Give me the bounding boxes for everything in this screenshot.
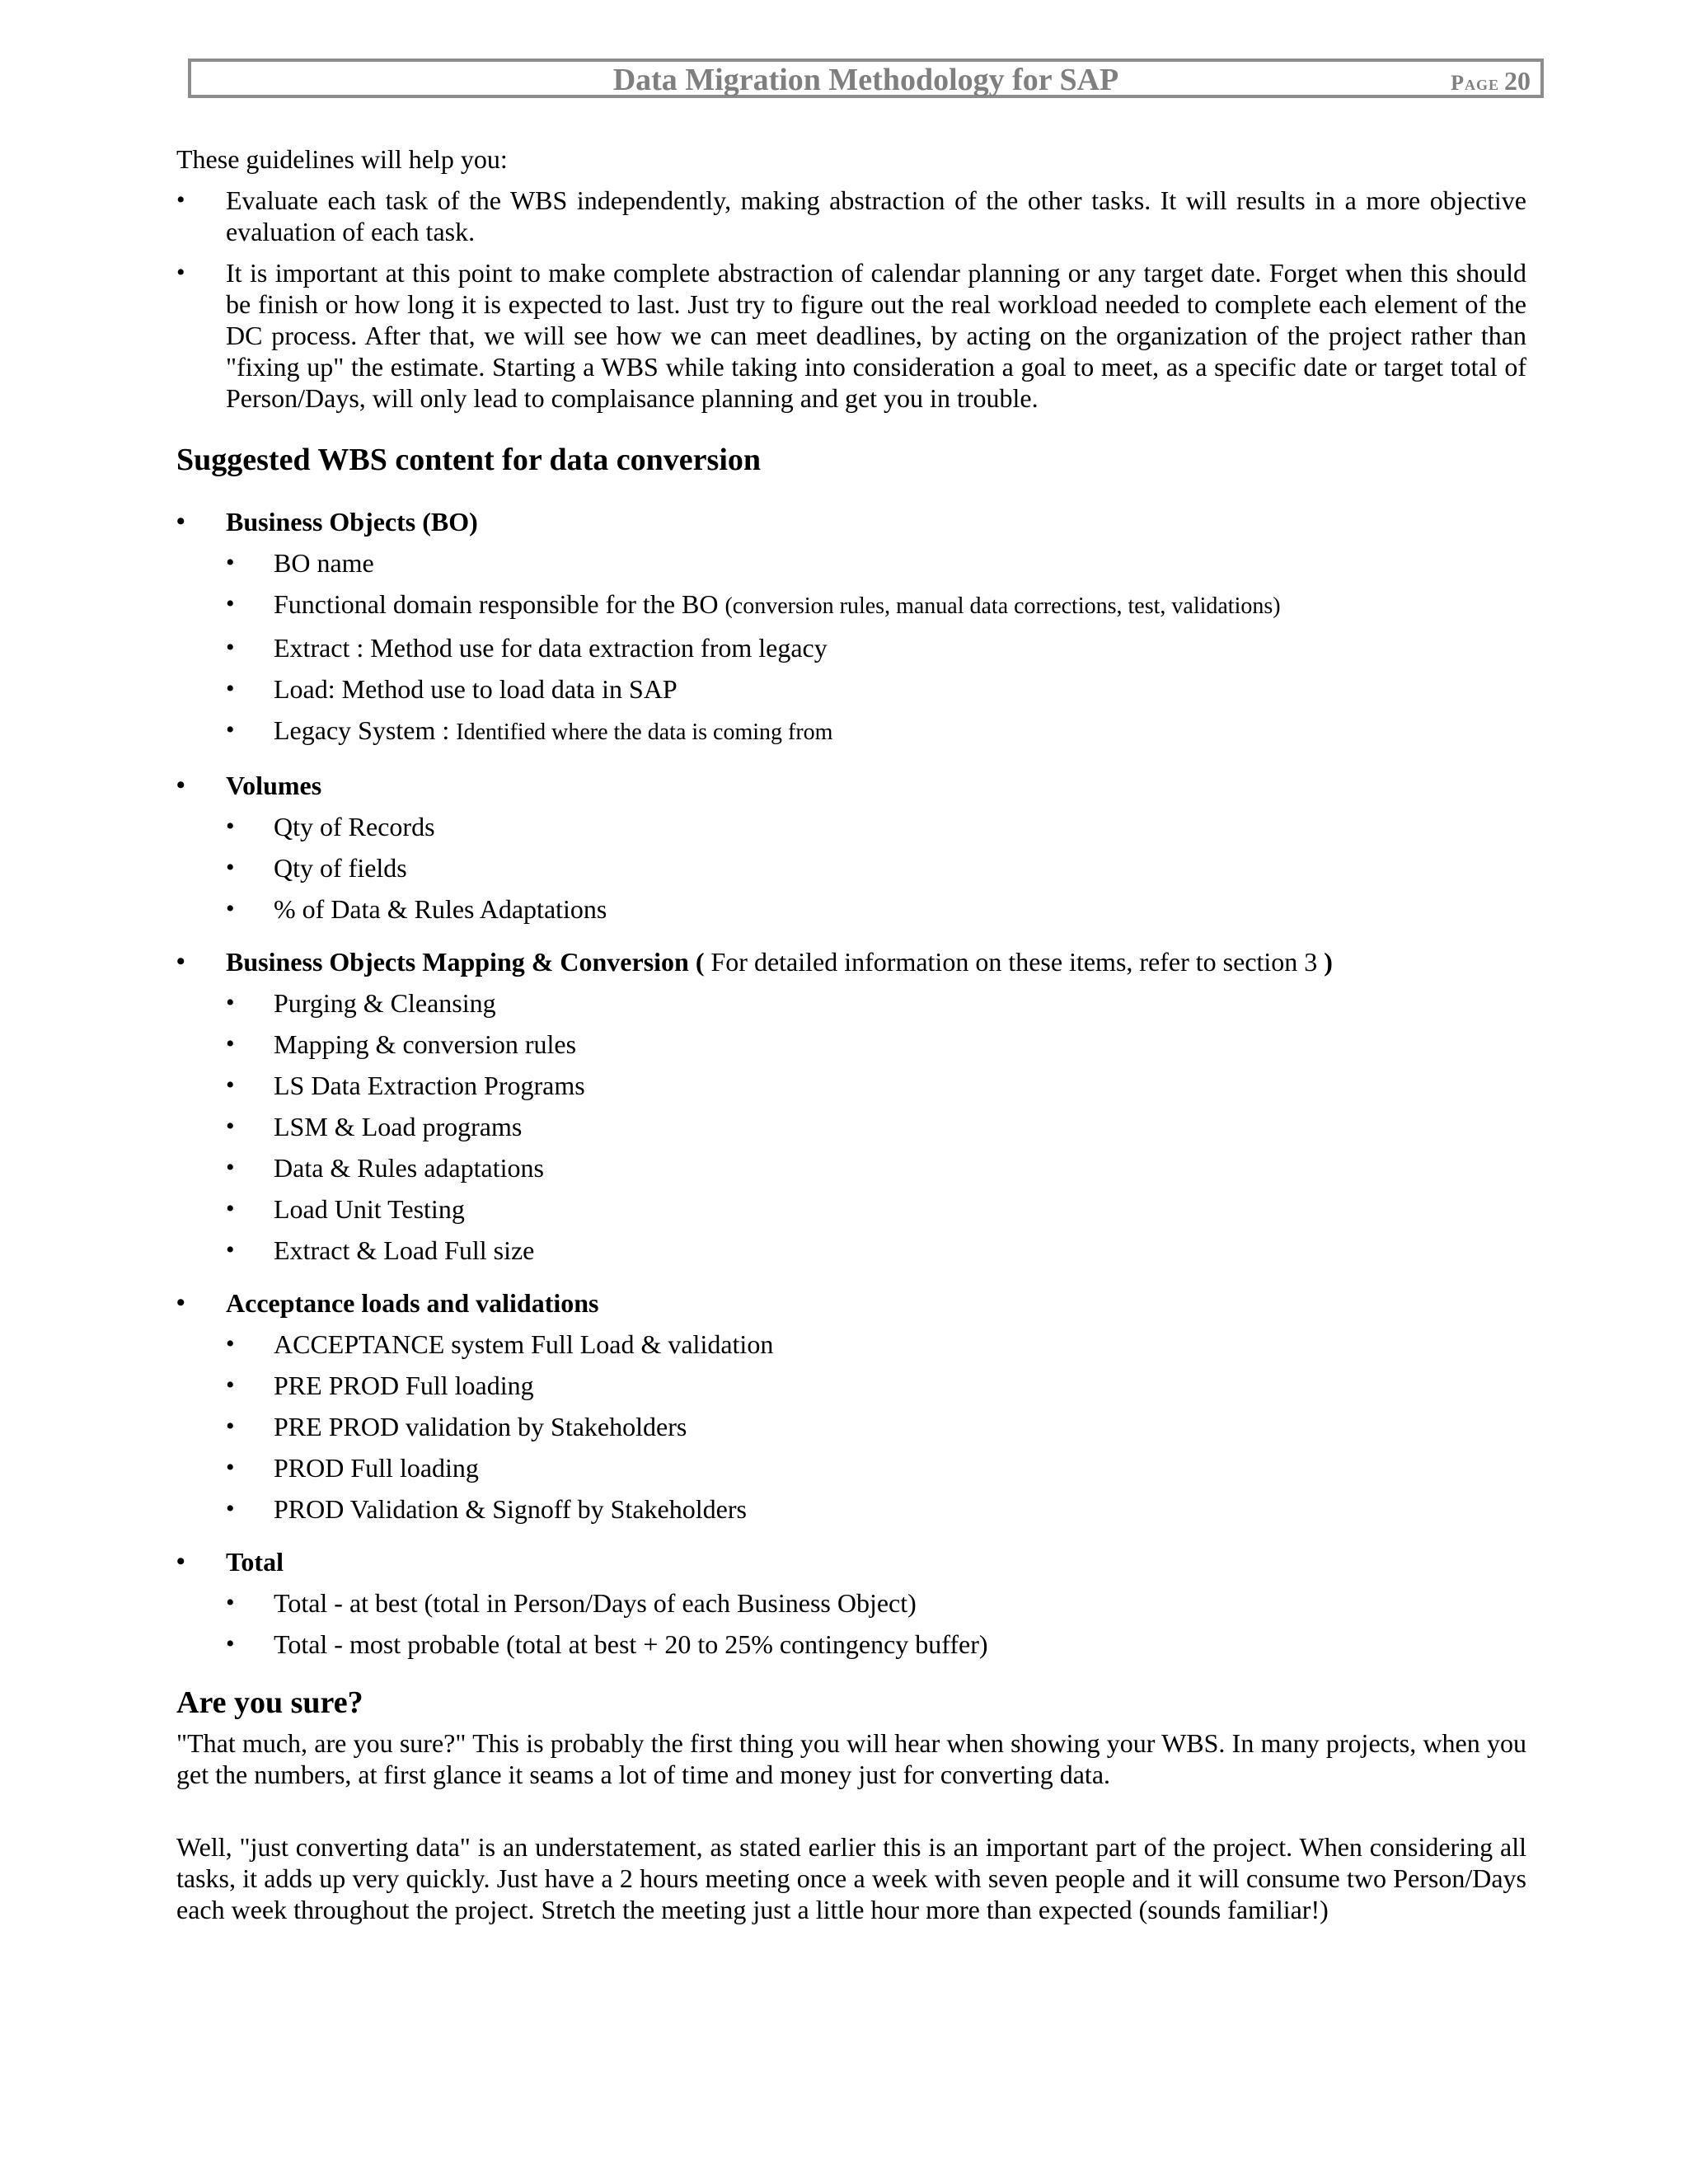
guidelines-list <box>176 185 1526 414</box>
list-item: • PROD Full loading <box>226 1452 1526 1483</box>
group-items <box>176 987 1526 1266</box>
group-items <box>176 811 1526 925</box>
are-you-sure-heading: Are you sure? <box>176 1685 363 1720</box>
list-item: • Qty of fields <box>226 852 1526 883</box>
page-body <box>176 143 1526 1966</box>
guideline-item: • Evaluate each task of the WBS independently, making abstraction of the other tasks. It will results in a more objective evaluation of each task. <box>176 185 1526 247</box>
wbs-group-volumes <box>176 770 1526 925</box>
page-header <box>188 59 1544 98</box>
list-item: • ACCEPTANCE system Full Load & validation <box>226 1329 1526 1360</box>
list-item: • Load Unit Testing <box>226 1193 1526 1225</box>
list-item: • Legacy System : Identified where the data is coming from <box>226 715 1526 748</box>
list-item: • Total - at best (total in Person/Days of each Business Object) <box>226 1587 1526 1619</box>
list-item: • LSM & Load programs <box>226 1111 1526 1142</box>
guideline-item: • It is important at this point to make complete abstraction of calendar planning or any target date. Forget when this should be finish or how long it is expected to last. Just try to figure out the real workload needed to complete each element of the DC process. After that, we will see how we can meet deadlines, by acting on the organization of the project rather than "fixing up" the estimate. Starting a WBS while taking into consideration a goal to meet, as a specific date or target total of Person/Days, will only lead to complaisance planning and get you in trouble. <box>176 257 1526 414</box>
page-indicator <box>1451 65 1531 102</box>
paragraph: Well, "just converting data" is an understatement, as stated earlier this is an important part of the project. When considering all tasks, it adds up very quickly. Just have a 2 hours meeting once a week with seven people and it will consume two Person/Days each week throughout the project. Stretch the meeting just a little hour more than expected (sounds familiar!) <box>176 1832 1526 1924</box>
list-item: • Load: Method use to load data in SAP <box>226 673 1526 705</box>
group-items <box>176 1329 1526 1525</box>
list-item: • Functional domain responsible for the BO (conversion rules, manual data corrections, test, validations) <box>226 588 1526 622</box>
list-item: • LS Data Extraction Programs <box>226 1070 1526 1101</box>
list-item: • Extract & Load Full size <box>226 1235 1526 1266</box>
paragraph: "That much, are you sure?" This is probably the first thing you will hear when showing your WBS. In many projects, when you get the numbers, at first glance it seams a lot of time and money just for converting data. <box>176 1728 1526 1789</box>
list-item: • PROD Validation & Signoff by Stakeholders <box>226 1493 1526 1525</box>
group-title: • Total <box>176 1546 1526 1577</box>
group-items <box>176 547 1526 748</box>
intro-text: These guidelines will help you: <box>176 144 508 174</box>
wbs-group-mapping-conversion <box>176 946 1526 1266</box>
wbs-heading: Suggested WBS content for data conversion <box>176 443 762 477</box>
wbs-group-acceptance <box>176 1287 1526 1525</box>
list-item: • Mapping & conversion rules <box>226 1029 1526 1060</box>
wbs-group-business-objects <box>176 506 1526 748</box>
list-item: • % of Data & Rules Adaptations <box>226 893 1526 925</box>
list-item: • Total - most probable (total at best + 20 to 25% contingency buffer) <box>226 1629 1526 1660</box>
list-item: • BO name <box>226 547 1526 579</box>
wbs-group-total <box>176 1546 1526 1660</box>
group-title-note: For detailed information on these items, refer to section 3 <box>704 947 1325 977</box>
list-item: • Purging & Cleansing <box>226 987 1526 1019</box>
list-item: • Qty of Records <box>226 811 1526 842</box>
document-title: Data Migration Methodology for SAP <box>612 63 1119 97</box>
list-item: • Extract : Method use for data extraction from legacy <box>226 632 1526 663</box>
group-title: • Business Objects Mapping & Conversion ( For detailed information on these items, refer to section 3 ) <box>176 946 1526 977</box>
group-items <box>176 1587 1526 1660</box>
list-item: • PRE PROD validation by Stakeholders <box>226 1411 1526 1442</box>
group-title: • Acceptance loads and validations <box>176 1287 1526 1319</box>
group-title: • Volumes <box>176 770 1526 801</box>
group-title: • Business Objects (BO) <box>176 506 1526 537</box>
page-label: Page <box>1451 71 1499 95</box>
page-number: 20 <box>1504 66 1531 96</box>
list-item: • PRE PROD Full loading <box>226 1370 1526 1401</box>
list-item: • Data & Rules adaptations <box>226 1152 1526 1183</box>
